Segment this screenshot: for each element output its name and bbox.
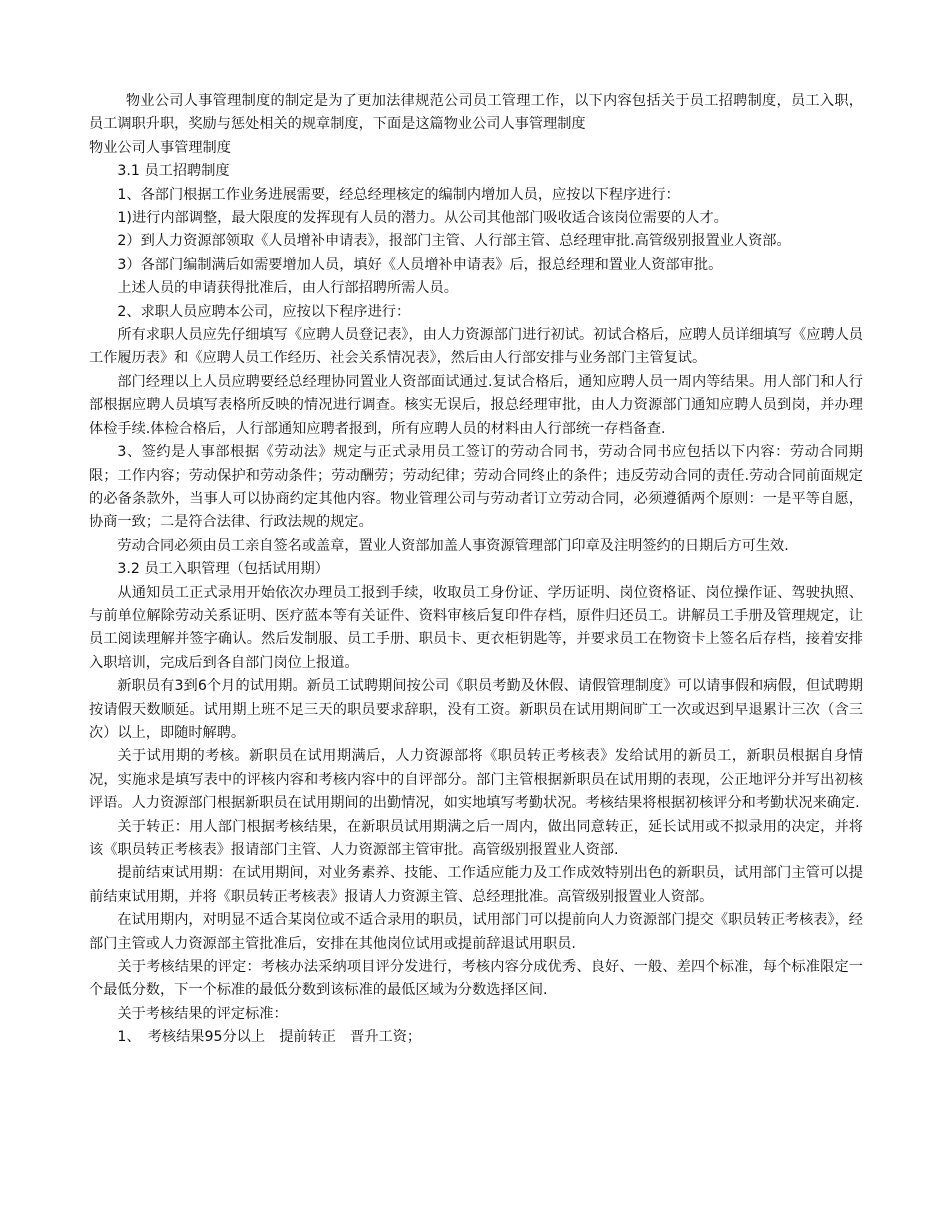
paragraph: 1、各部门根据工作业务进展需要，经总经理核定的编制内增加人员，应按以下程序进行：: [117, 186, 680, 203]
paragraph: 部门经理以上人员应聘要经总经理协同置业人资部面试通过.复试合格后，通知应聘人员一周内等结果。用人部门和人行部根据应聘人员填写表格所反映的情况进行调查。核实无误后，报总经理审批，由人力资源部门通知应聘人员到岗，并办理体检手续.体检合格后，人行部通知应聘者报到，所有应聘人员的材料由人行部统一存档备查.: [89, 373, 863, 437]
section-heading: 3.2 员工入职管理（包括试用期）: [117, 561, 329, 578]
paragraph: 3、签约是人事部根据《劳动法》规定与正式录用员工签订的劳动合同书，劳动合同书应包括以下内容：劳动合同期限；工作内容；劳动保护和劳动条件；劳动酬劳；劳动纪律；劳动合同终止的条件；违反劳动合同的责任.劳动合同前面规定的必备条款外，当事人可以协商约定其他内容。物业管理公司与劳动者订立劳动合同，必须遵循两个原则：一是平等自愿，协商一致；二是符合法律、行政法规的规定。: [89, 444, 863, 531]
paragraph: 提前结束试用期：在试用期间，对业务素养、技能、工作适应能力及工作成效特别出色的新职员，试用部门主管可以提前结束试用期，并将《职员转正考核表》报请人力资源主管、总经理批准。高管级别报置业人资部。: [89, 865, 863, 905]
paragraph: 所有求职人员应先仔细填写《应聘人员登记表》，由人力资源部门进行初试。初试合格后，应聘人员详细填写《应聘人员工作履历表》和《应聘人员工作经历、社会关系情况表》，然后由人行部安排与业务部门主管复试。: [89, 327, 863, 367]
intro-paragraph: 物业公司人事管理制度的制定是为了更加法律规范公司员工管理工作，以下内容包括关于员工招聘制度，员工入职，员工调职升职，奖励与惩处相关的规章制度，下面是这篇物业公司人事管理制度: [89, 93, 863, 133]
paragraph: 在试用期内，对明显不适合某岗位或不适合录用的职员，试用部门可以提前向人力资源部门提交《职员转正考核表》，经部门主管或人力资源部主管批准后，安排在其他岗位试用或提前辞退试用职员.: [89, 912, 863, 952]
section-heading: 3.1 员工招聘制度: [117, 163, 230, 180]
paragraph: 2、求职人员应聘本公司，应按以下程序进行：: [117, 303, 411, 320]
paragraph: 从通知员工正式录用开始依次办理员工报到手续，收取员工身份证、学历证明、岗位资格证、岗位操作证、驾驶执照、与前单位解除劳动关系证明、医疗蓝本等有关证件、资料审核后复印件存档，原件归还员工。讲解员工手册及管理规定，让员工阅读理解并签字确认。然后发制服、员工手册、职员卡、更衣柜钥匙等，并要求员工在物资卡上签名后存档，接着安排入职培训，完成后到各自部门岗位上报道。: [89, 584, 863, 671]
document-title: 物业公司人事管理制度: [89, 139, 231, 156]
paragraph: 关于考核结果的评定：考核办法采纳项目评分发进行，考核内容分成优秀、良好、一般、差四个标准，每个标准限定一个最低分数，下一个标准的最低分数到该标准的最低区域为分数选择区间.: [89, 959, 863, 999]
document-page: [89, 90, 863, 1050]
paragraph: 2）到人力资源部领取《人员增补申请表》，报部门主管、人行部主管、总经理审批.高管级别报置业人资部。: [117, 233, 791, 250]
paragraph: 劳动合同必须由员工亲自签名或盖章，置业人资部加盖人事资源管理部门印章及注明签约的日期后方可生效.: [117, 537, 789, 554]
paragraph: 3）各部门编制满后如需要增加人员，填好《人员增补申请表》后，报总经理和置业人资部审批。: [117, 256, 723, 273]
paragraph: 上述人员的申请获得批准后，由人行部招聘所需人员。: [117, 280, 458, 297]
paragraph: 关于转正：用人部门根据考核结果，在新职员试用期满之后一周内，做出同意转正，延长试用或不拟录用的决定，并将该《职员转正考核表》报请部门主管、人力资源部主管审批。高管级别报置业人资部.: [89, 818, 863, 858]
list-item: 1、 考核结果95分以上 提前转正 晋升工资；: [117, 1029, 422, 1046]
paragraph: 新职员有3到6个月的试用期。新员工试聘期间按公司《职员考勤及休假、请假管理制度》可以请事假和病假，但试聘期按请假天数顺延。试用期上班不足三天的职员要求辞职，没有工资。新职员在试用期间旷工一次或迟到早退累计三次（含三次）以上，即随时解聘。: [89, 678, 863, 741]
paragraph: 关于考核结果的评定标准：: [117, 1005, 288, 1022]
paragraph: 关于试用期的考核。新职员在试用期满后，人力资源部将《职员转正考核表》发给试用的新员工，新职员根据自身情况，实施求是填写表中的评核内容和考核内容中的自评部分。部门主管根据新职员在试用期的表现，公正地评分并写出初核评语。人力资源部门根据新职员在试用期间的出勤情况，如实地填写考勤状况。考核结果将根据初核评分和考勤状况来确定.: [89, 748, 863, 812]
paragraph: 1)进行内部调整，最大限度的发挥现有人员的潜力。从公司其他部门吸收适合该岗位需要的人才。: [117, 210, 728, 227]
